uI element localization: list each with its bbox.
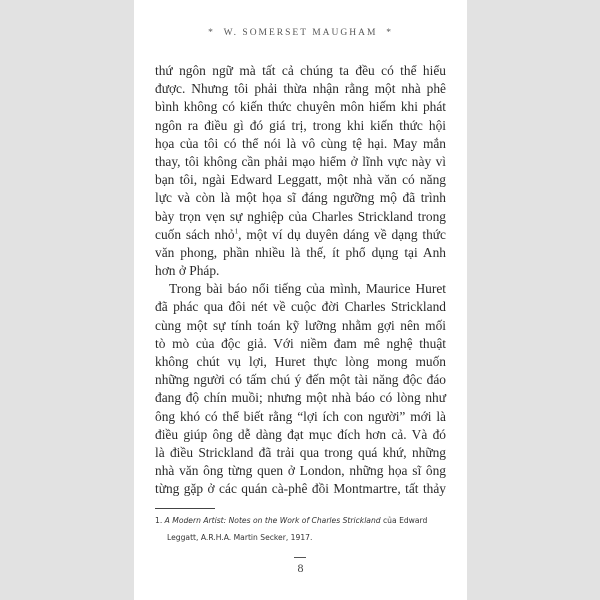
text-line [155,335,446,353]
text-line [155,135,446,153]
text-line [155,262,446,280]
text-line [155,353,446,371]
running-header [134,28,467,38]
text-line [155,317,446,335]
text-line [155,80,446,98]
text-line [155,371,446,389]
text-line [155,208,446,226]
body-text [155,62,446,499]
footnote-text: của Edward [380,516,428,525]
text-line-content: hơn ở Pháp. [155,263,220,279]
footnote-text: Leggatt, A.R.H.A. Martin Secker, 1917. [167,533,313,542]
text-line-content: được. Nhưng tôi phải thừa nhận rằng một nhà phê [155,81,446,97]
footnote-title: A Modern Artist: Notes on the Work of Charles Strickland [164,516,381,525]
text-line-content: những người có tấm chú ý đến một tài năng độc đáo [155,372,446,388]
footnote-number: 1. [155,516,163,525]
text-line-content: thứ ngôn ngữ mà tất cả chúng ta đều có thể hiểu [155,63,446,78]
text-line-content: bày trọn vẹn sự nghiệp của Charles Strickland trong [155,208,446,224]
text-line-content: nhà văn ông từng quen ở London, những họa sĩ ông [155,463,446,479]
page-number: 8 [297,561,304,575]
text-line [155,408,446,426]
text-line-content: tò mò của độc giả. Với niềm đam mê nghệ thuật [155,335,446,351]
text-line-content: ông khó có thể biết rằng “lợi ích con người” mới là [155,408,446,424]
text-line-content: điều giúp ông dễ dàng đạt mục đích hơn cả. Và đó [155,426,446,442]
footnote [155,512,455,546]
text-line [155,153,446,171]
text-line [155,226,446,244]
text-line-content: họa của tôi có thể nói là vô cùng tệ hại. May mắn [155,135,446,151]
text-line-content: lực và còn là một họa sĩ đáng ngưỡng mộ đã trình [155,190,446,206]
ornament: * [208,28,215,38]
text-line [155,244,446,262]
text-line-content: thay, tôi không cần phải mạo hiểm ở lĩnh vực này vì [155,153,446,169]
text-line-content: văn phong, phần nhiều là thế, ít phổ dụng tại Anh [155,244,446,260]
text-line [155,62,446,80]
text-line-content: bạn tôi, ngài Edward Leggatt, một nhà văn có năng [155,172,446,188]
text-line [155,426,446,444]
text-line-content: từng gặp ở các quán cà-phê đồi Montmartre, tất thảy [155,481,446,497]
book-page [134,0,467,600]
text-line [155,280,446,298]
ornament: * [386,28,393,38]
page-number-rule [294,557,306,558]
text-line-content: Trong bài báo nổi tiếng của mình, Maurice Huret [169,281,446,297]
text-line-content: ngôn ra điều gì đó giá trị, trong khi kiến thức hội [155,117,446,133]
text-line-content: cùng một sự tính toán kỹ lưỡng nhằm gợi nên mối [155,317,446,333]
text-line [155,480,446,498]
footnote-divider [155,508,215,509]
text-line-content: cuốn sách nhỏ [155,226,235,242]
running-title: W. SOMERSET MAUGHAM [223,28,378,38]
text-line-content: , một ví dụ duyên dáng về dạng thức [238,226,446,242]
text-line-content: là điều Strickland đã trải qua trong quá khứ, những [155,444,446,460]
text-line-content: bình không có kiến thức chuyên môn hiếm khi phát [155,99,446,115]
text-line-content: đang độ chín muồi; nhưng một nhà báo có lòng như [155,390,446,406]
text-line [155,171,446,189]
text-line [155,98,446,116]
text-line [155,298,446,316]
text-line-content: đã phác qua đôi nét về cuộc đời Charles Strickland [155,299,446,315]
text-line-content: không chút vụ lợi, Huret thực lòng mong muốn [155,354,446,369]
text-line [155,462,446,480]
text-line [155,389,446,407]
text-line [155,189,446,207]
text-line [155,444,446,462]
text-line [155,117,446,135]
footnote-ref[interactable]: 1 [234,227,239,236]
